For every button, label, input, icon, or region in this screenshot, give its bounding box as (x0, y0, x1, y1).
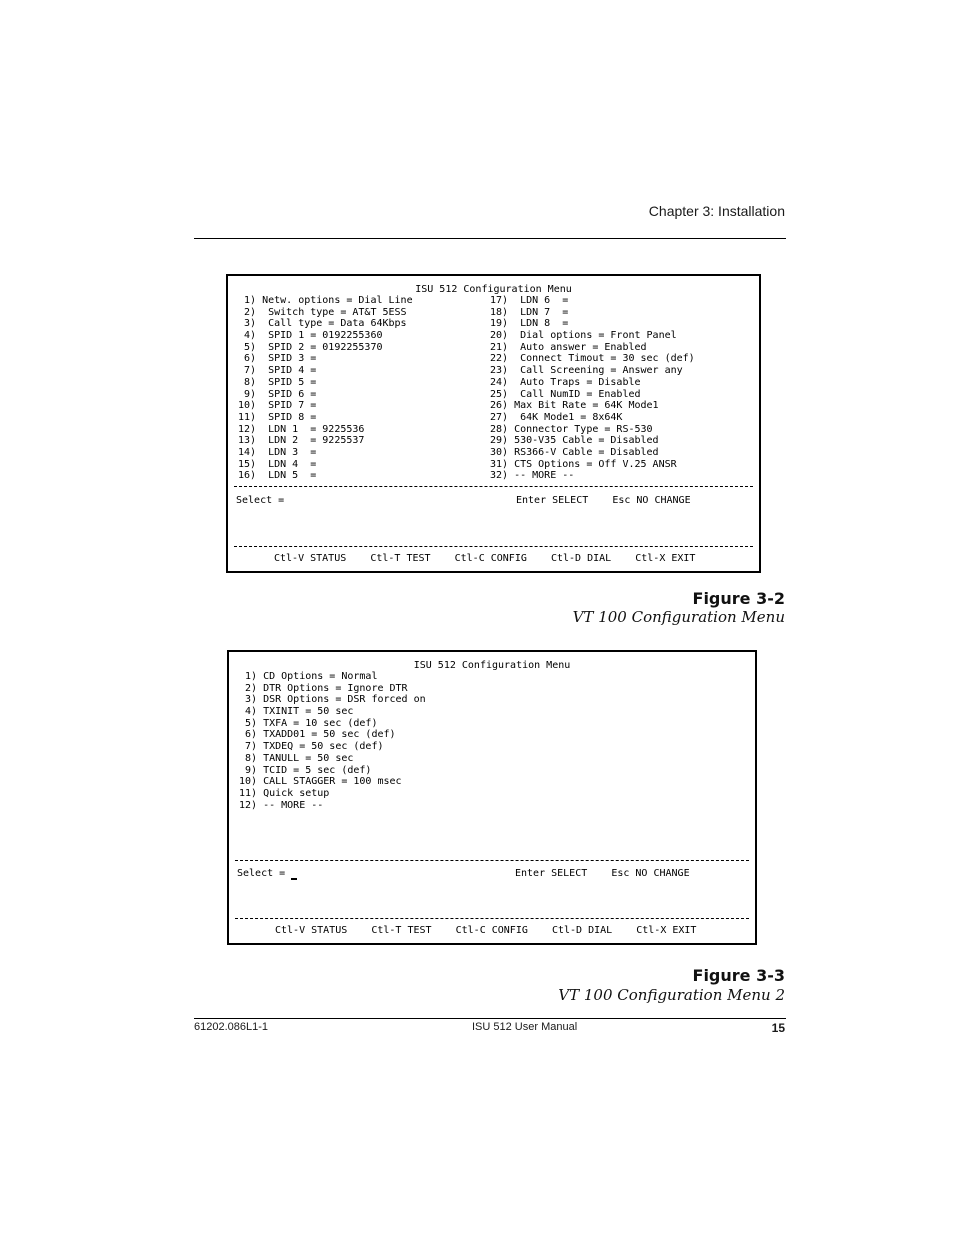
figure-3-2-label: Figure 3-2 (692, 589, 785, 608)
menu-item[interactable]: 3) DSR Options = DSR forced on (239, 694, 426, 706)
menu-item[interactable]: 28) Connector Type = RS-530 (490, 423, 653, 435)
menu-item[interactable]: 14) LDN 3 = (238, 446, 317, 458)
figure-3-2-terminal (226, 274, 761, 573)
cursor-icon (291, 870, 297, 880)
terminal-shortcuts: Ctl-V STATUS Ctl-T TEST Ctl-C CONFIG Ctl-D DIAL Ctl-X EXIT (274, 553, 696, 564)
menu-item[interactable]: 16) LDN 5 = (238, 470, 317, 482)
page-number: 15 (771, 1021, 785, 1035)
menu-item[interactable]: 12) LDN 1 = 9225536 (238, 423, 365, 435)
menu-item[interactable]: 21) Auto answer = Enabled (490, 341, 647, 353)
terminal-title: ISU 512 Configuration Menu (413, 660, 571, 671)
divider-top (234, 486, 753, 487)
divider-top (235, 860, 749, 861)
menu-item[interactable]: 5) TXFA = 10 sec (def) (239, 717, 378, 729)
menu-item[interactable]: 25) Call NumID = Enabled (490, 388, 641, 400)
select-prompt[interactable]: Select = (236, 495, 285, 506)
menu-item[interactable]: 2) DTR Options = Ignore DTR (239, 682, 408, 694)
manual-title: ISU 512 User Manual (472, 1021, 578, 1033)
menu-item[interactable]: 7) TXDEQ = 50 sec (def) (239, 741, 384, 753)
select-prompt[interactable] (237, 868, 297, 880)
menu-item[interactable]: 6) SPID 3 = (238, 353, 317, 365)
header-rule (194, 238, 786, 239)
menu-item[interactable]: 2) Switch type = AT&T 5ESS (238, 306, 407, 318)
menu-item[interactable]: 31) CTS Options = Off V.25 ANSR (490, 458, 677, 470)
menu-item[interactable]: 15) LDN 4 = (238, 458, 317, 470)
menu-item[interactable]: 22) Connect Timout = 30 sec (def) (490, 353, 695, 365)
menu-item[interactable]: 1) CD Options = Normal (239, 671, 378, 682)
menu-item[interactable]: 4) SPID 1 = 0192255360 (238, 330, 383, 342)
menu-right-column (490, 295, 695, 482)
menu-item[interactable]: 11) Quick setup (239, 787, 330, 799)
divider-bottom (235, 918, 749, 919)
figure-3-2-caption: VT 100 Configuration Menu (572, 608, 785, 626)
menu-item[interactable]: 24) Auto Traps = Disable (490, 376, 641, 388)
menu-item[interactable]: 20) Dial options = Front Panel (490, 330, 677, 342)
menu-item[interactable]: 12) -- MORE -- (239, 799, 324, 811)
chapter-header: Chapter 3: Installation (648, 203, 785, 219)
figure-3-3-label: Figure 3-3 (692, 966, 785, 985)
menu-item[interactable]: 10) SPID 7 = (238, 400, 317, 412)
menu-item[interactable]: 17) LDN 6 = (490, 295, 569, 306)
divider-bottom (234, 546, 753, 547)
enter-hint: Enter SELECT Esc NO CHANGE (515, 868, 690, 879)
menu-item[interactable]: 7) SPID 4 = (238, 365, 317, 377)
menu-item[interactable]: 30) RS366-V Cable = Disabled (490, 446, 659, 458)
menu-item[interactable]: 1) Netw. options = Dial Line (238, 295, 413, 306)
menu-item[interactable]: 10) CALL STAGGER = 100 msec (239, 776, 402, 788)
menu-item[interactable]: 18) LDN 7 = (490, 306, 569, 318)
footer-rule (194, 1018, 786, 1019)
menu-item[interactable]: 5) SPID 2 = 0192255370 (238, 341, 383, 353)
menu-item[interactable]: 9) SPID 6 = (238, 388, 317, 400)
menu-item[interactable]: 4) TXINIT = 50 sec (239, 706, 354, 718)
menu-item[interactable]: 26) Max Bit Rate = 64K Mode1 (490, 400, 659, 412)
menu-item[interactable]: 8) SPID 5 = (238, 376, 317, 388)
menu-item[interactable]: 6) TXADD01 = 50 sec (def) (239, 729, 396, 741)
menu-item[interactable]: 3) Call type = Data 64Kbps (238, 318, 407, 330)
menu-item[interactable]: 19) LDN 8 = (490, 318, 569, 330)
menu-column (239, 671, 426, 811)
terminal-title: ISU 512 Configuration Menu (415, 284, 572, 295)
doc-number: 61202.086L1-1 (194, 1021, 269, 1033)
figure-3-3-caption: VT 100 Configuration Menu 2 (558, 986, 785, 1004)
menu-left-column (238, 295, 413, 482)
menu-item[interactable]: 8) TANULL = 50 sec (239, 752, 354, 764)
menu-item[interactable]: 27) 64K Mode1 = 8x64K (490, 411, 623, 423)
terminal-shortcuts: Ctl-V STATUS Ctl-T TEST Ctl-C CONFIG Ctl-D DIAL Ctl-X EXIT (275, 925, 697, 936)
menu-item[interactable]: 32) -- MORE -- (490, 470, 575, 482)
menu-item[interactable]: 11) SPID 8 = (238, 411, 317, 423)
menu-item[interactable]: 9) TCID = 5 sec (def) (239, 764, 372, 776)
figure-3-3-terminal (227, 650, 757, 945)
menu-item[interactable]: 13) LDN 2 = 9225537 (238, 435, 365, 447)
enter-hint: Enter SELECT Esc NO CHANGE (516, 495, 691, 506)
select-label: Select = (237, 868, 286, 879)
menu-item[interactable]: 23) Call Screening = Answer any (490, 365, 683, 377)
menu-item[interactable]: 29) 530-V35 Cable = Disabled (490, 435, 659, 447)
